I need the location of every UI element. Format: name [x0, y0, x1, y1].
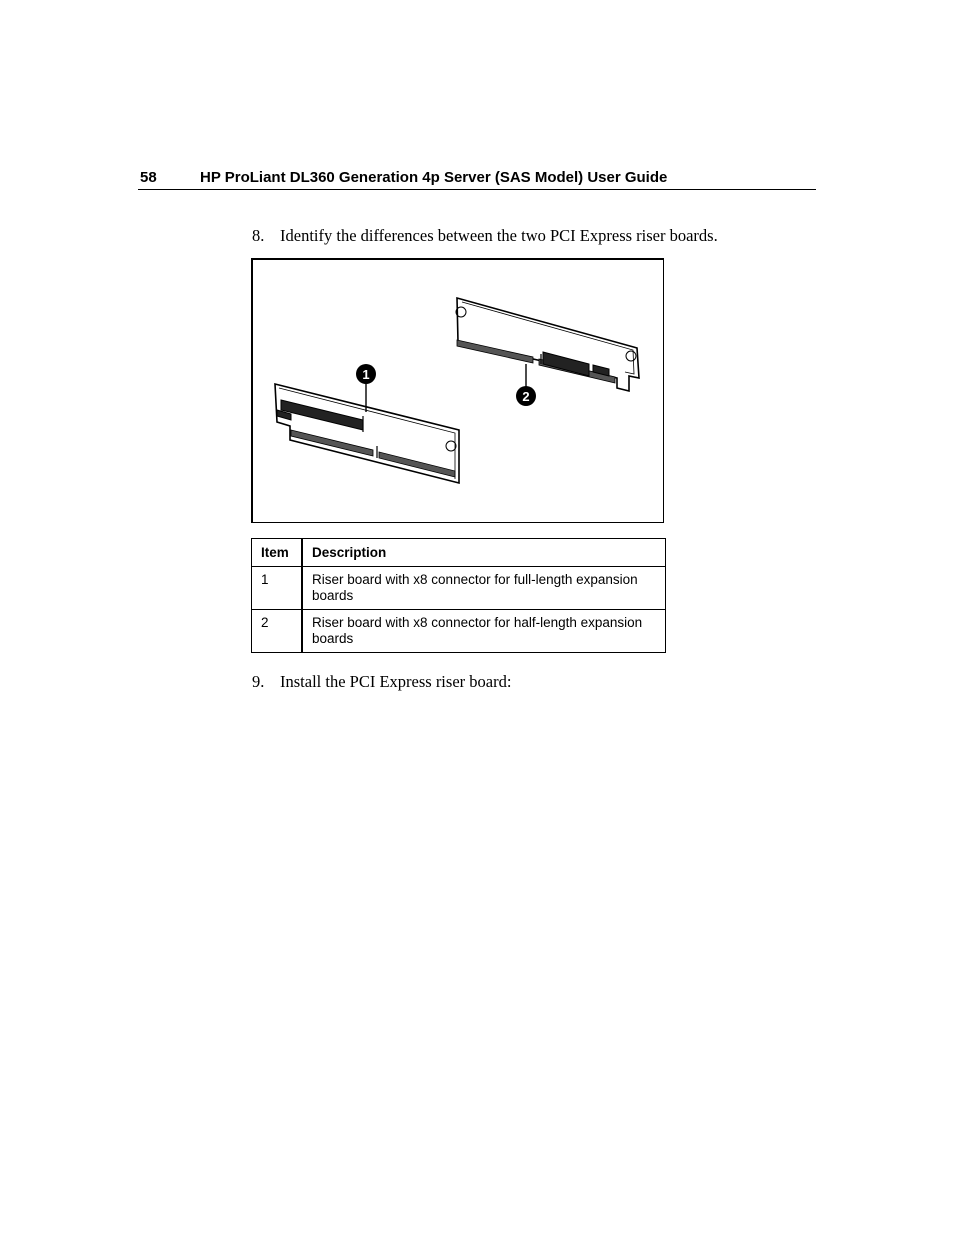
step-text: Identify the differences between the two PCI Express riser boards. [280, 226, 718, 245]
description-cell: Riser board with x8 connector for full-length expansion boards [302, 567, 666, 610]
table-row [252, 610, 666, 653]
column-header-description: Description [302, 539, 666, 567]
riser-boards-figure [251, 258, 664, 523]
step-text: Install the PCI Express riser board: [280, 672, 512, 691]
step-number: 8. [252, 226, 265, 245]
callout-1-label: 1 [362, 367, 370, 382]
table-header-row [252, 539, 666, 567]
running-header [138, 168, 816, 190]
item-cell: 2 [252, 610, 303, 653]
step-number: 9. [252, 672, 265, 691]
riser-board-1 [275, 384, 459, 483]
callout-2 [516, 386, 536, 406]
items-table [251, 538, 666, 653]
column-header-item: Item [252, 539, 303, 567]
callout-2-label: 2 [522, 389, 530, 404]
item-cell: 1 [252, 567, 303, 610]
riser-board-2 [456, 298, 639, 391]
page-number: 58 [140, 169, 157, 186]
document-title: HP ProLiant DL360 Generation 4p Server (SAS Model) User Guide [200, 169, 668, 186]
riser-boards-illustration [253, 260, 663, 522]
table-row [252, 567, 666, 610]
callout-1 [356, 364, 376, 384]
description-cell: Riser board with x8 connector for half-length expansion boards [302, 610, 666, 653]
